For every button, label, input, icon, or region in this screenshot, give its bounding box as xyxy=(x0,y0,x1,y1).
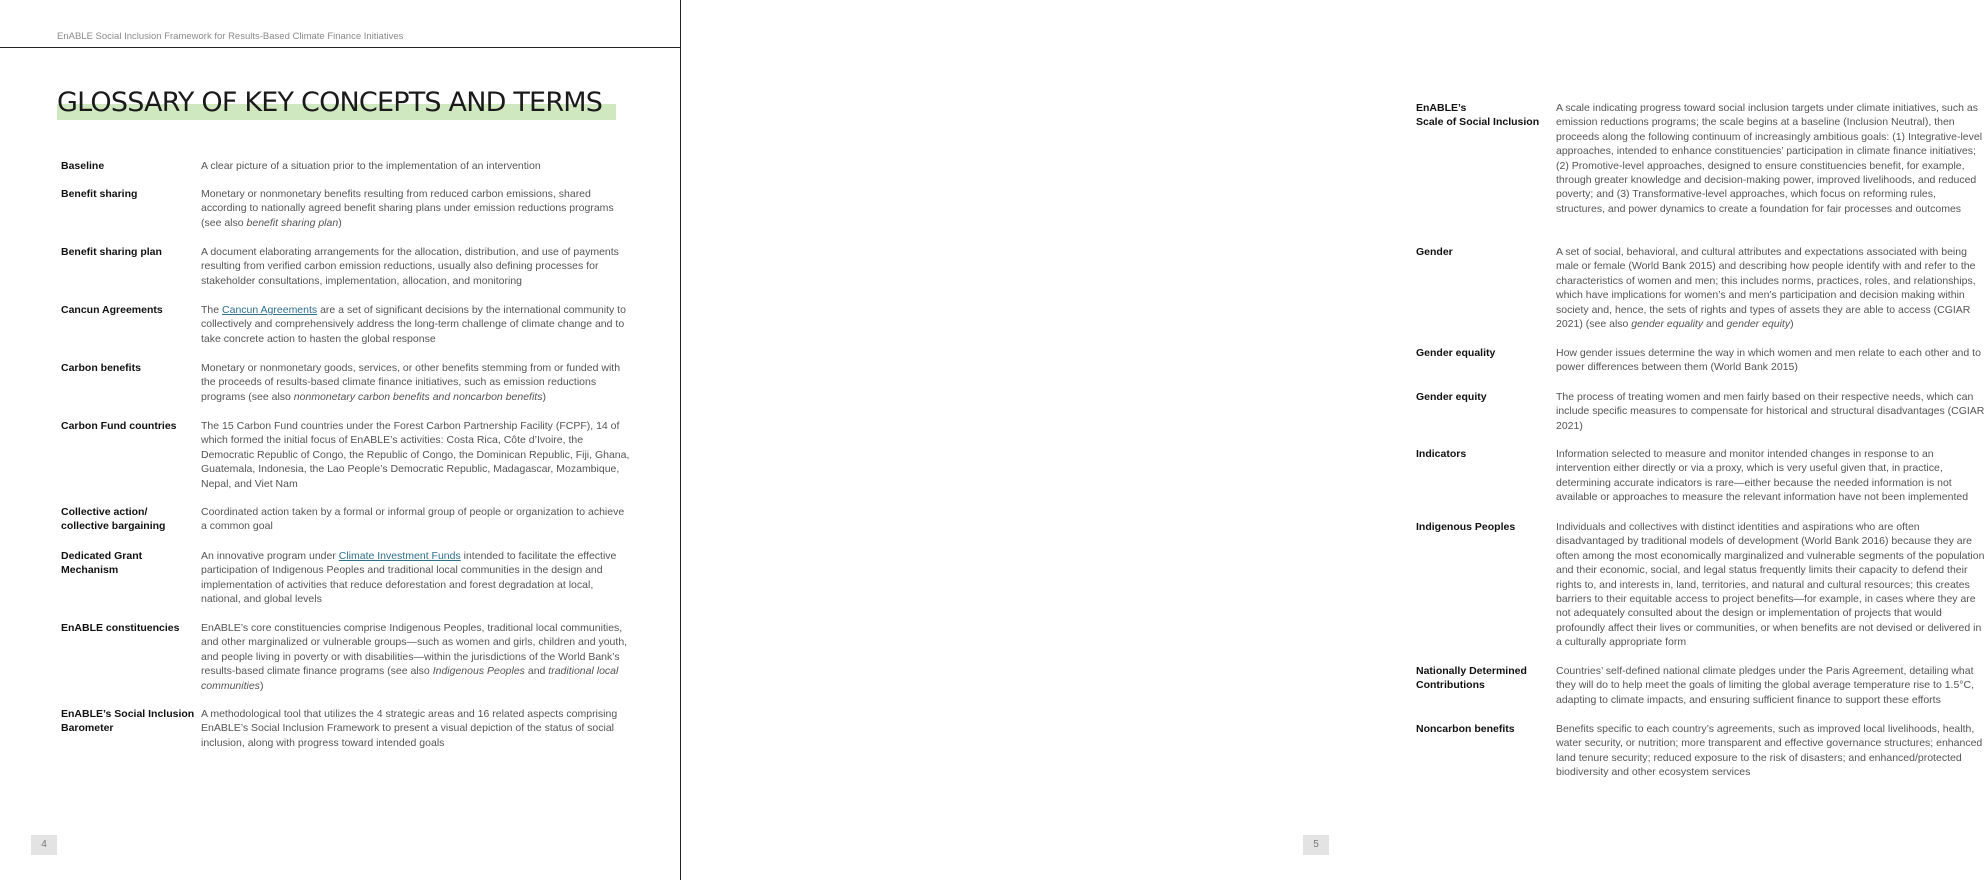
header-rule xyxy=(0,47,680,48)
glossary-definition: A set of social, behavioral, and cultural attributes and expectations associated with being male or female (World Bank 2015) and describing how people identify with and refer to the characteristics of women and men; this includes norms, practices, roles, and relationships, which have implications for women’s and men’s participation and decision making within society and, hence, the sets of rights and types of assets they are able to access (CGIAR 2021) (see also gender equality and gender equity) xyxy=(1556,246,1976,331)
glossary-entry-indicators xyxy=(1416,447,1986,505)
glossary-term: Indicators xyxy=(1416,448,1467,460)
glossary-definition: The 15 Carbon Fund countries under the Forest Carbon Partnership Facility (FCPF), 14 of which formed the initial focus of EnABLE’s activities: Costa Rica, Côte d’Ivoire, the Democratic Republic of Congo, the Republic of Congo, the Dominican Republic, Fiji, Ghana, Guatemala, Indonesia, the Lao People’s Democratic Republic, Madagascar, Mozambique, Nepal, and Viet Nam xyxy=(201,420,630,490)
glossary-term: Gender equity xyxy=(1416,391,1487,403)
glossary-term: Carbon benefits xyxy=(61,362,141,374)
glossary-definition: The process of treating women and men fairly based on their respective needs, which can include specific measures to compensate for historical and structural disadvantages (CGIAR 2021) xyxy=(1556,391,1985,432)
page-number-left: 4 xyxy=(31,835,57,855)
glossary-entry-benefit-sharing xyxy=(61,187,631,230)
glossary-entry-collective-action-collective-bargaining xyxy=(61,505,631,534)
glossary-term: Cancun Agreements xyxy=(61,304,163,316)
glossary-definition: Monetary or nonmonetary benefits resulting from reduced carbon emissions, shared according to nationally agreed benefit sharing plans under emission reductions programs (see also benefit sharing plan) xyxy=(201,188,614,229)
glossary-definition: Individuals and collectives with distinct identities and aspirations who are often disadvantaged by traditional models of development (World Bank 2016) because they are often among the most economically marginalized and vulnerable segments of the population and their economic, social, and legal status frequently limits their capacity to defend their rights to, and interests in, land, territories, and natural and cultural resources; this creates barriers to their equitable access to project benefits—for example, in cases where they are not adequately consulted about the design or implementation of projects that would profoundly affect their lives or communities, or when benefits are not devised or delivered in a culturally appropriate form xyxy=(1556,521,1985,649)
glossary-definition: Information selected to measure and monitor intended changes in response to an intervention either directly or via a proxy, which is very useful given that, in practice, determining accurate indicators is rare—either because the needed information is not available or approaches to measure the relevant information have not been implemented xyxy=(1556,448,1969,504)
glossary-term: Indigenous Peoples xyxy=(1416,521,1516,533)
glossary-entry-benefit-sharing-plan xyxy=(61,245,631,288)
glossary-term: Dedicated Grant Mechanism xyxy=(61,550,143,577)
climate-investment-funds-link[interactable]: Climate Investment Funds xyxy=(338,550,461,562)
glossary-term: Benefit sharing xyxy=(61,188,138,200)
glossary-term: Gender xyxy=(1416,246,1453,258)
page-number-right: 5 xyxy=(1303,835,1329,855)
glossary-definition: The Cancun Agreements are a set of significant decisions by the international community to collectively and comprehensively address the long-term challenge of climate change and to take concrete action to hasten the global response xyxy=(201,304,626,345)
glossary-term: EnABLE constituencies xyxy=(61,622,180,634)
glossary-term: Benefit sharing plan xyxy=(61,246,162,258)
glossary-entry-gender-equity xyxy=(1416,390,1986,433)
cancun-agreements-link[interactable]: Cancun Agreements xyxy=(222,304,318,316)
glossary-term: EnABLE’s Scale of Social Inclusion xyxy=(1416,102,1540,129)
glossary-entry-dedicated-grant-mechanism xyxy=(61,549,631,607)
glossary-entry-enable-s-social-inclusion-barometer xyxy=(61,707,631,750)
glossary-entry-gender xyxy=(1416,245,1986,331)
right-page xyxy=(681,0,1985,880)
glossary-definition: A clear picture of a situation prior to the implementation of an intervention xyxy=(201,160,541,172)
glossary-entry-indigenous-peoples xyxy=(1416,520,1986,650)
glossary-term: Gender equality xyxy=(1416,347,1496,359)
glossary-entry-enable-s-scale-of-social-inclusion xyxy=(1416,101,1986,216)
glossary-definition: EnABLE’s core constituencies comprise Indigenous Peoples, traditional local communities, and other marginalized or vulnerable groups—such as women and girls, children and youth, and people living in poverty or with disabilities—within the jurisdictions of the World Bank’s results-based climate finance programs (see also Indigenous Peoples and traditional local communities) xyxy=(201,622,628,692)
glossary-definition: Benefits specific to each country’s agreements, such as improved local livelihoods, health, water security, or nutrition; more transparent and effective governance structures; enhanced land tenure security; reduced exposure to the risk of disasters; and enhanced/protected biodiversity and other ecosystem services xyxy=(1556,723,1983,779)
running-head: EnABLE Social Inclusion Framework for Results-Based Climate Finance Initiatives xyxy=(57,31,404,42)
page-title: GLOSSARY OF KEY CONCEPTS AND TERMS xyxy=(57,87,603,118)
glossary-definition: Monetary or nonmonetary goods, services, or other benefits stemming from or funded with the proceeds of results-based climate finance initiatives, such as emission reductions programs (see also nonmonetary carbon benefits and noncarbon benefits) xyxy=(201,362,621,403)
glossary-term: Collective action/ collective bargaining xyxy=(61,506,166,533)
glossary-entry-carbon-fund-countries xyxy=(61,419,631,491)
glossary-definition: How gender issues determine the way in which women and men relate to each other and to power differences between them (World Bank 2015) xyxy=(1556,347,1981,374)
glossary-term: Noncarbon benefits xyxy=(1416,723,1515,735)
glossary-term: EnABLE’s Social Inclusion Barometer xyxy=(61,708,195,735)
glossary-entry-nationally-determined-contributions xyxy=(1416,664,1986,707)
glossary-entry-gender-equality xyxy=(1416,346,1986,375)
glossary-term: Nationally Determined Contributions xyxy=(1416,665,1527,692)
glossary-entry-noncarbon-benefits xyxy=(1416,722,1986,780)
glossary-term: Carbon Fund countries xyxy=(61,420,177,432)
glossary-definition: Coordinated action taken by a formal or informal group of people or organization to achieve a common goal xyxy=(201,506,625,533)
glossary-entry-baseline xyxy=(61,159,631,173)
left-page xyxy=(0,0,680,880)
glossary-definition: A document elaborating arrangements for the allocation, distribution, and use of payments resulting from verified carbon emission reductions, usually also defining processes for stakeholder consultations, implementation, allocation, and monitoring xyxy=(201,246,619,287)
glossary-definition: A scale indicating progress toward social inclusion targets under climate initiatives, such as emission reductions programs; the scale begins at a baseline (Inclusion Neutral), then proceeds along the following continuum of increasingly ambitious goals: (1) Integrative-level approaches, intended to enhance constituencies’ participation in climate finance initiatives; (2) Promotive-level approaches, designed to ensure constituencies benefit, for example, through greater knowledge and decision-making power, improved livelihoods, and reduced poverty; and (3) Transformative-level approaches, which focus on reforming rules, structures, and power dynamics to create a foundation for fair processes and outcomes xyxy=(1556,102,1983,215)
glossary-definition: A methodological tool that utilizes the 4 strategic areas and 16 related aspects comprising EnABLE’s Social Inclusion Framework to present a visual depiction of the status of social inclusion, along with progress toward intended goals xyxy=(201,708,618,749)
glossary-definition: An innovative program under Climate Investment Funds intended to facilitate the effective participation of Indigenous Peoples and traditional local communities in the design and implementation of activities that reduce deforestation and forest degradation at local, national, and global levels xyxy=(201,550,617,606)
glossary-entry-enable-constituencies xyxy=(61,621,631,693)
glossary-definition: Countries’ self-defined national climate pledges under the Paris Agreement, detailing what they will do to help meet the goals of limiting the global average temperature rise to 1.5°C, adapting to climate impacts, and ensuring sufficient finance to support these efforts xyxy=(1556,665,1975,706)
glossary-term: Baseline xyxy=(61,160,105,172)
glossary-entry-cancun-agreements xyxy=(61,303,631,346)
glossary-entry-carbon-benefits xyxy=(61,361,631,404)
